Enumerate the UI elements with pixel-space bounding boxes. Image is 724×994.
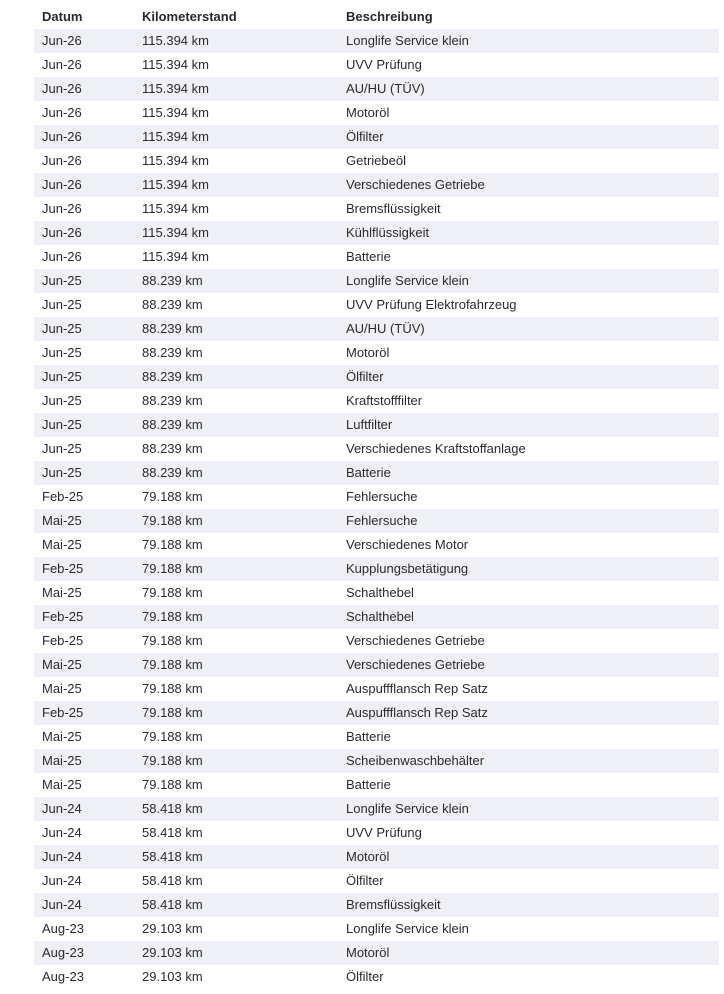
table-row <box>34 293 719 317</box>
cell-beschreibung: Motoröl <box>346 849 390 864</box>
cell-kilometerstand: 115.394 km <box>142 105 209 120</box>
table-row <box>34 557 719 581</box>
cell-datum: Jun-24 <box>42 873 82 888</box>
cell-kilometerstand: 58.418 km <box>142 873 203 888</box>
table-row <box>34 317 719 341</box>
cell-datum: Jun-26 <box>42 129 82 144</box>
table-row <box>34 77 719 101</box>
cell-datum: Mai-25 <box>42 777 82 792</box>
cell-kilometerstand: 79.188 km <box>142 537 203 552</box>
cell-datum: Jun-24 <box>42 801 82 816</box>
cell-datum: Aug-23 <box>42 921 84 936</box>
cell-beschreibung: Kupplungsbetätigung <box>346 561 469 576</box>
cell-datum: Jun-26 <box>42 33 82 48</box>
table-row <box>34 725 719 749</box>
table-row <box>34 245 719 269</box>
cell-kilometerstand: 79.188 km <box>142 609 203 624</box>
table-row <box>34 197 719 221</box>
cell-datum: Jun-25 <box>42 441 82 456</box>
table-row <box>34 917 719 941</box>
cell-kilometerstand: 115.394 km <box>142 153 209 168</box>
cell-beschreibung: Scheibenwaschbehälter <box>346 753 485 768</box>
cell-kilometerstand: 115.394 km <box>142 57 209 72</box>
header-datum: Datum <box>42 9 83 24</box>
table-row <box>34 821 719 845</box>
table-row <box>34 509 719 533</box>
cell-beschreibung: Verschiedenes Getriebe <box>346 177 485 192</box>
table-row <box>34 965 719 989</box>
cell-datum: Jun-26 <box>42 105 82 120</box>
cell-kilometerstand: 79.188 km <box>142 753 203 768</box>
cell-beschreibung: Verschiedenes Getriebe <box>346 657 485 672</box>
cell-datum: Mai-25 <box>42 537 82 552</box>
cell-kilometerstand: 79.188 km <box>142 513 203 528</box>
cell-beschreibung: Auspuffflansch Rep Satz <box>346 681 488 696</box>
cell-beschreibung: Schalthebel <box>346 609 414 624</box>
cell-beschreibung: Ölfilter <box>346 969 384 984</box>
cell-kilometerstand: 79.188 km <box>142 705 203 720</box>
cell-beschreibung: UVV Prüfung <box>346 57 422 72</box>
cell-kilometerstand: 29.103 km <box>142 969 203 984</box>
cell-beschreibung: Ölfilter <box>346 873 384 888</box>
table-row <box>34 101 719 125</box>
cell-beschreibung: Batterie <box>346 249 391 264</box>
cell-datum: Jun-26 <box>42 153 82 168</box>
cell-kilometerstand: 115.394 km <box>142 33 209 48</box>
cell-beschreibung: Longlife Service klein <box>346 273 469 288</box>
cell-datum: Jun-24 <box>42 897 82 912</box>
cell-kilometerstand: 79.188 km <box>142 585 203 600</box>
cell-beschreibung: UVV Prüfung <box>346 825 422 840</box>
cell-beschreibung: Ölfilter <box>346 129 384 144</box>
table-row <box>34 53 719 77</box>
cell-datum: Aug-23 <box>42 945 84 960</box>
cell-kilometerstand: 88.239 km <box>142 321 203 336</box>
cell-datum: Jun-26 <box>42 249 82 264</box>
cell-kilometerstand: 88.239 km <box>142 273 203 288</box>
table-header-row <box>34 5 719 29</box>
cell-datum: Mai-25 <box>42 729 82 744</box>
cell-datum: Jun-25 <box>42 297 82 312</box>
cell-kilometerstand: 58.418 km <box>142 801 203 816</box>
cell-datum: Jun-26 <box>42 57 82 72</box>
cell-datum: Jun-24 <box>42 825 82 840</box>
cell-datum: Jun-25 <box>42 369 82 384</box>
cell-datum: Jun-25 <box>42 393 82 408</box>
cell-beschreibung: Motoröl <box>346 945 390 960</box>
cell-kilometerstand: 29.103 km <box>142 921 203 936</box>
cell-beschreibung: Fehlersuche <box>346 513 418 528</box>
cell-beschreibung: UVV Prüfung Elektrofahrzeug <box>346 297 517 312</box>
cell-datum: Jun-26 <box>42 81 82 96</box>
table-row <box>34 869 719 893</box>
header-beschreibung: Beschreibung <box>346 9 433 24</box>
cell-beschreibung: Longlife Service klein <box>346 33 469 48</box>
table-row <box>34 221 719 245</box>
table-row <box>34 173 719 197</box>
cell-kilometerstand: 79.188 km <box>142 633 203 648</box>
cell-datum: Jun-25 <box>42 345 82 360</box>
table-row <box>34 29 719 53</box>
cell-datum: Jun-24 <box>42 849 82 864</box>
table-row <box>34 485 719 509</box>
header-kilometerstand: Kilometerstand <box>142 9 237 24</box>
table-row <box>34 581 719 605</box>
cell-datum: Jun-25 <box>42 465 82 480</box>
cell-datum: Jun-25 <box>42 273 82 288</box>
cell-datum: Jun-26 <box>42 201 82 216</box>
cell-beschreibung: Verschiedenes Kraftstoffanlage <box>346 441 526 456</box>
table-row <box>34 341 719 365</box>
cell-kilometerstand: 115.394 km <box>142 201 209 216</box>
cell-kilometerstand: 88.239 km <box>142 465 203 480</box>
cell-beschreibung: AU/HU (TÜV) <box>346 81 425 96</box>
cell-beschreibung: Getriebeöl <box>346 153 406 168</box>
cell-datum: Feb-25 <box>42 609 84 624</box>
cell-kilometerstand: 29.103 km <box>142 945 203 960</box>
cell-kilometerstand: 88.239 km <box>142 345 203 360</box>
table-row <box>34 893 719 917</box>
cell-kilometerstand: 88.239 km <box>142 393 203 408</box>
cell-kilometerstand: 58.418 km <box>142 849 203 864</box>
cell-beschreibung: Verschiedenes Motor <box>346 537 469 552</box>
table-row <box>34 797 719 821</box>
cell-kilometerstand: 88.239 km <box>142 441 203 456</box>
cell-kilometerstand: 115.394 km <box>142 249 209 264</box>
cell-beschreibung: Batterie <box>346 777 391 792</box>
cell-kilometerstand: 79.188 km <box>142 681 203 696</box>
cell-kilometerstand: 88.239 km <box>142 417 203 432</box>
cell-beschreibung: Bremsflüssigkeit <box>346 897 441 912</box>
cell-beschreibung: AU/HU (TÜV) <box>346 321 425 336</box>
table-row <box>34 653 719 677</box>
cell-kilometerstand: 58.418 km <box>142 897 203 912</box>
cell-kilometerstand: 115.394 km <box>142 225 209 240</box>
cell-beschreibung: Ölfilter <box>346 369 384 384</box>
cell-beschreibung: Longlife Service klein <box>346 801 469 816</box>
table-row <box>34 677 719 701</box>
cell-kilometerstand: 79.188 km <box>142 777 203 792</box>
cell-datum: Aug-23 <box>42 969 84 984</box>
cell-kilometerstand: 79.188 km <box>142 657 203 672</box>
table-row <box>34 629 719 653</box>
cell-kilometerstand: 115.394 km <box>142 81 209 96</box>
cell-beschreibung: Batterie <box>346 465 391 480</box>
table-body <box>34 29 719 989</box>
cell-datum: Mai-25 <box>42 513 82 528</box>
cell-datum: Feb-25 <box>42 561 84 576</box>
table-row <box>34 845 719 869</box>
cell-datum: Feb-25 <box>42 705 84 720</box>
table-row <box>34 149 719 173</box>
cell-beschreibung: Bremsflüssigkeit <box>346 201 441 216</box>
cell-kilometerstand: 115.394 km <box>142 177 209 192</box>
table-row <box>34 605 719 629</box>
cell-beschreibung: Kühlflüssigkeit <box>346 225 430 240</box>
table-row <box>34 269 719 293</box>
cell-kilometerstand: 58.418 km <box>142 825 203 840</box>
cell-beschreibung: Motoröl <box>346 345 390 360</box>
cell-datum: Jun-25 <box>42 321 82 336</box>
cell-beschreibung: Luftfilter <box>346 417 393 432</box>
table-row <box>34 437 719 461</box>
table-row <box>34 941 719 965</box>
cell-beschreibung: Auspuffflansch Rep Satz <box>346 705 488 720</box>
cell-kilometerstand: 79.188 km <box>142 561 203 576</box>
table-row <box>34 125 719 149</box>
table-row <box>34 749 719 773</box>
cell-datum: Feb-25 <box>42 489 84 504</box>
service-history-table <box>34 5 719 989</box>
cell-datum: Jun-26 <box>42 177 82 192</box>
cell-kilometerstand: 79.188 km <box>142 489 203 504</box>
table-row <box>34 413 719 437</box>
cell-datum: Mai-25 <box>42 585 82 600</box>
cell-beschreibung: Kraftstofffilter <box>346 393 423 408</box>
cell-beschreibung: Schalthebel <box>346 585 414 600</box>
cell-kilometerstand: 88.239 km <box>142 369 203 384</box>
cell-datum: Mai-25 <box>42 657 82 672</box>
table-row <box>34 701 719 725</box>
cell-datum: Jun-26 <box>42 225 82 240</box>
cell-beschreibung: Longlife Service klein <box>346 921 469 936</box>
cell-kilometerstand: 88.239 km <box>142 297 203 312</box>
cell-datum: Mai-25 <box>42 753 82 768</box>
table-row <box>34 533 719 557</box>
table-row <box>34 773 719 797</box>
table-row <box>34 461 719 485</box>
cell-beschreibung: Verschiedenes Getriebe <box>346 633 485 648</box>
cell-kilometerstand: 115.394 km <box>142 129 209 144</box>
table-row <box>34 389 719 413</box>
table-row <box>34 365 719 389</box>
cell-datum: Jun-25 <box>42 417 82 432</box>
cell-datum: Feb-25 <box>42 633 84 648</box>
cell-beschreibung: Batterie <box>346 729 391 744</box>
cell-datum: Mai-25 <box>42 681 82 696</box>
cell-beschreibung: Fehlersuche <box>346 489 418 504</box>
cell-kilometerstand: 79.188 km <box>142 729 203 744</box>
cell-beschreibung: Motoröl <box>346 105 390 120</box>
